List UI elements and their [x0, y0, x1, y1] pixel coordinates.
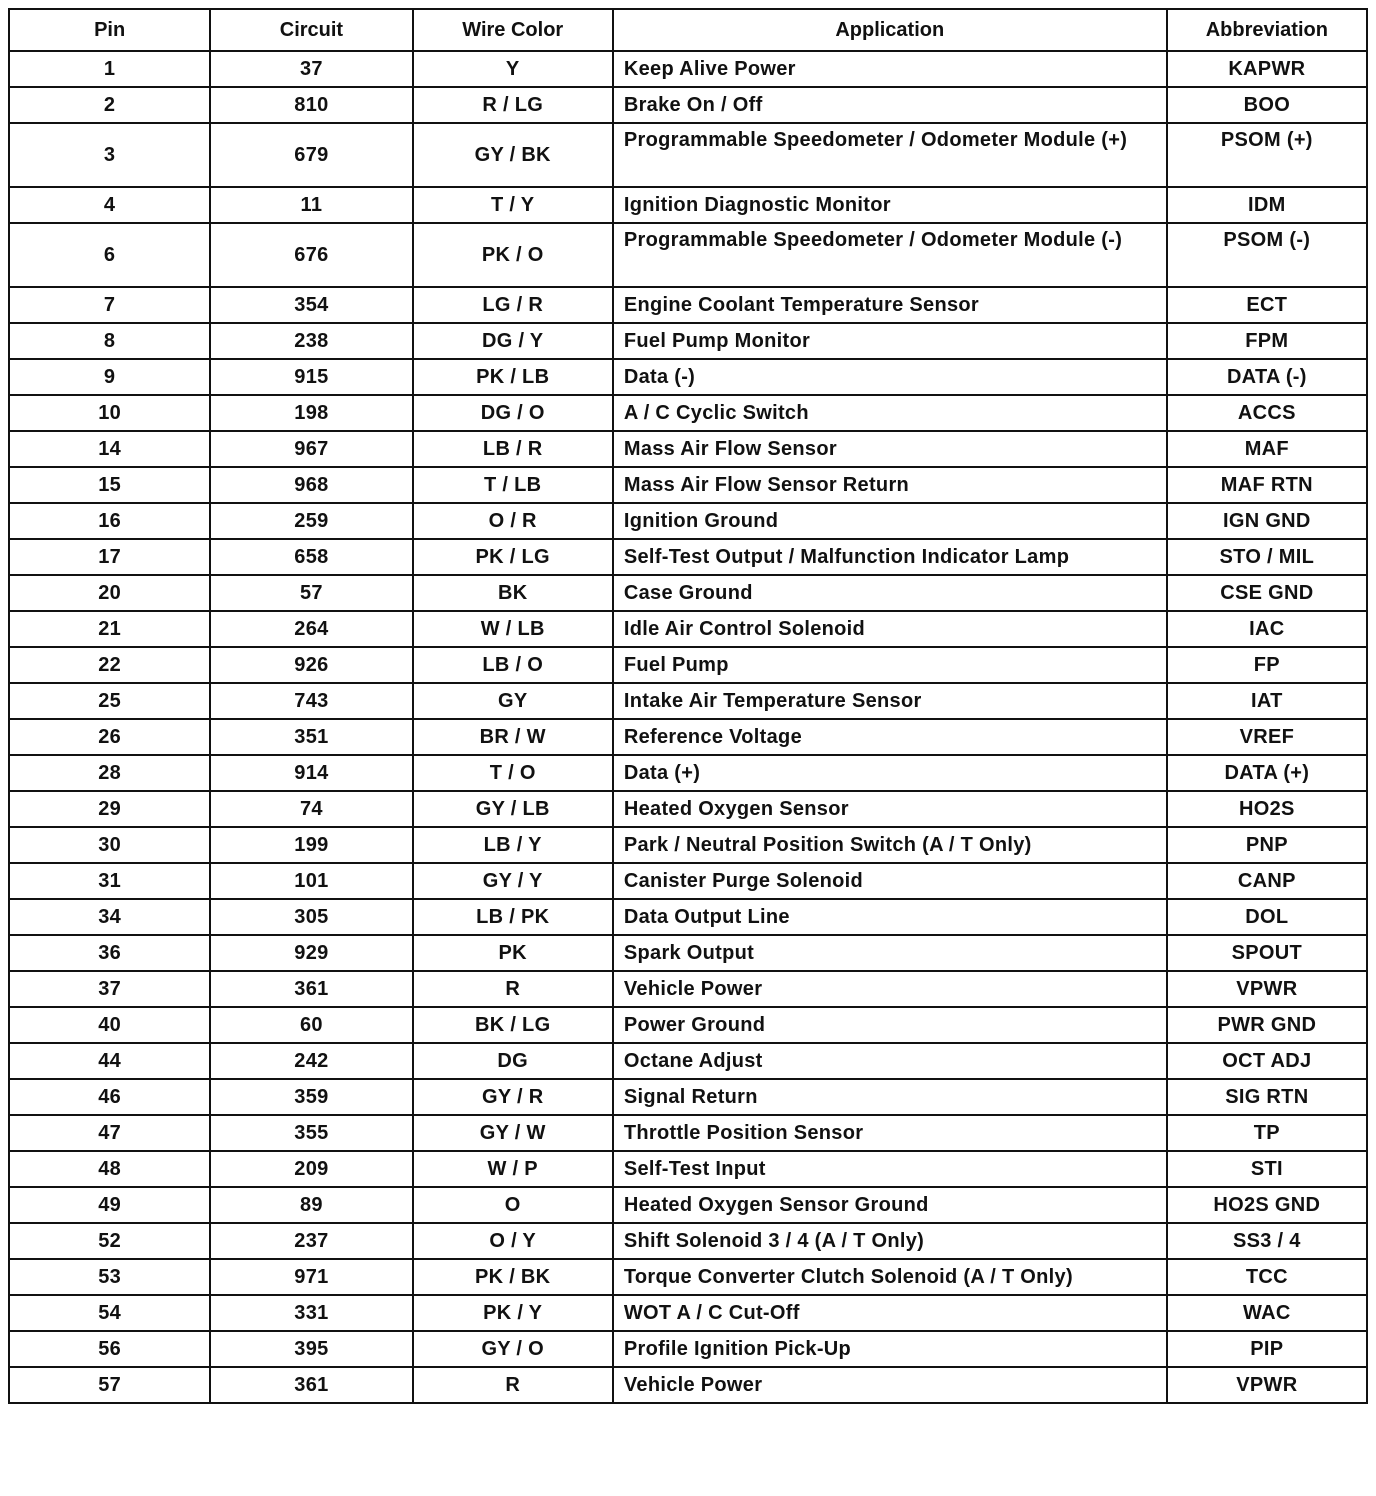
- pin-cell: 31: [9, 863, 210, 899]
- table-header-row: [9, 9, 1367, 51]
- pin-cell: 8: [9, 323, 210, 359]
- wire-color-cell: R: [413, 1367, 613, 1403]
- application-cell: Torque Converter Clutch Solenoid (A / T Only): [613, 1259, 1167, 1295]
- pin-assignment-table: [8, 8, 1368, 1404]
- wire-color-cell: LB / R: [413, 431, 613, 467]
- circuit-cell: 359: [210, 1079, 412, 1115]
- table-row: [9, 51, 1367, 87]
- pin-cell: 9: [9, 359, 210, 395]
- application-cell: Programmable Speedometer / Odometer Module (+): [613, 123, 1167, 187]
- circuit-cell: 198: [210, 395, 412, 431]
- wire-color-cell: BK / LG: [413, 1007, 613, 1043]
- application-cell: Fuel Pump Monitor: [613, 323, 1167, 359]
- table-row: [9, 1043, 1367, 1079]
- application-cell: Self-Test Output / Malfunction Indicator Lamp: [613, 539, 1167, 575]
- circuit-cell: 658: [210, 539, 412, 575]
- circuit-cell: 968: [210, 467, 412, 503]
- circuit-cell: 354: [210, 287, 412, 323]
- pin-cell: 40: [9, 1007, 210, 1043]
- table-row: [9, 359, 1367, 395]
- wire-color-cell: LB / Y: [413, 827, 613, 863]
- circuit-cell: 305: [210, 899, 412, 935]
- wire-color-cell: T / LB: [413, 467, 613, 503]
- pin-cell: 36: [9, 935, 210, 971]
- application-cell: Mass Air Flow Sensor Return: [613, 467, 1167, 503]
- abbreviation-cell: CANP: [1167, 863, 1367, 899]
- wire-color-cell: LB / PK: [413, 899, 613, 935]
- wire-color-cell: PK / LG: [413, 539, 613, 575]
- circuit-cell: 101: [210, 863, 412, 899]
- wire-color-cell: O / R: [413, 503, 613, 539]
- circuit-cell: 11: [210, 187, 412, 223]
- abbreviation-cell: TP: [1167, 1115, 1367, 1151]
- wire-color-cell: R: [413, 971, 613, 1007]
- circuit-cell: 74: [210, 791, 412, 827]
- header-abbreviation: Abbreviation: [1167, 9, 1367, 51]
- wire-color-cell: PK / LB: [413, 359, 613, 395]
- application-cell: Profile Ignition Pick-Up: [613, 1331, 1167, 1367]
- wire-color-cell: R / LG: [413, 87, 613, 123]
- pin-cell: 3: [9, 123, 210, 187]
- pin-cell: 2: [9, 87, 210, 123]
- table-row: [9, 647, 1367, 683]
- abbreviation-cell: DATA (+): [1167, 755, 1367, 791]
- table-row: [9, 935, 1367, 971]
- table-row: [9, 755, 1367, 791]
- abbreviation-cell: MAF: [1167, 431, 1367, 467]
- abbreviation-cell: FP: [1167, 647, 1367, 683]
- circuit-cell: 199: [210, 827, 412, 863]
- abbreviation-cell: IAC: [1167, 611, 1367, 647]
- application-cell: Ignition Ground: [613, 503, 1167, 539]
- pin-cell: 14: [9, 431, 210, 467]
- application-cell: Data (+): [613, 755, 1167, 791]
- circuit-cell: 676: [210, 223, 412, 287]
- circuit-cell: 89: [210, 1187, 412, 1223]
- pin-cell: 56: [9, 1331, 210, 1367]
- abbreviation-cell: VPWR: [1167, 1367, 1367, 1403]
- wire-color-cell: GY / W: [413, 1115, 613, 1151]
- table-row: [9, 1223, 1367, 1259]
- circuit-cell: 242: [210, 1043, 412, 1079]
- circuit-cell: 914: [210, 755, 412, 791]
- wire-color-cell: GY / Y: [413, 863, 613, 899]
- abbreviation-cell: HO2S: [1167, 791, 1367, 827]
- application-cell: Canister Purge Solenoid: [613, 863, 1167, 899]
- pin-cell: 10: [9, 395, 210, 431]
- application-cell: Reference Voltage: [613, 719, 1167, 755]
- abbreviation-cell: KAPWR: [1167, 51, 1367, 87]
- abbreviation-cell: STI: [1167, 1151, 1367, 1187]
- abbreviation-cell: BOO: [1167, 87, 1367, 123]
- abbreviation-cell: PIP: [1167, 1331, 1367, 1367]
- pin-cell: 30: [9, 827, 210, 863]
- wire-color-cell: DG / Y: [413, 323, 613, 359]
- table-row: [9, 899, 1367, 935]
- application-cell: Brake On / Off: [613, 87, 1167, 123]
- wire-color-cell: O: [413, 1187, 613, 1223]
- abbreviation-cell: MAF RTN: [1167, 467, 1367, 503]
- wire-color-cell: LB / O: [413, 647, 613, 683]
- pin-cell: 53: [9, 1259, 210, 1295]
- wire-color-cell: GY / LB: [413, 791, 613, 827]
- application-cell: Case Ground: [613, 575, 1167, 611]
- header-circuit: Circuit: [210, 9, 412, 51]
- pin-cell: 7: [9, 287, 210, 323]
- abbreviation-cell: FPM: [1167, 323, 1367, 359]
- wire-color-cell: W / LB: [413, 611, 613, 647]
- application-cell: Idle Air Control Solenoid: [613, 611, 1167, 647]
- header-wire-color: Wire Color: [413, 9, 613, 51]
- wire-color-cell: T / O: [413, 755, 613, 791]
- table-row: [9, 323, 1367, 359]
- circuit-cell: 264: [210, 611, 412, 647]
- abbreviation-cell: DATA (-): [1167, 359, 1367, 395]
- header-application: Application: [613, 9, 1167, 51]
- pin-cell: 46: [9, 1079, 210, 1115]
- pin-cell: 20: [9, 575, 210, 611]
- table-row: [9, 1331, 1367, 1367]
- circuit-cell: 259: [210, 503, 412, 539]
- circuit-cell: 209: [210, 1151, 412, 1187]
- abbreviation-cell: ACCS: [1167, 395, 1367, 431]
- table-row: [9, 187, 1367, 223]
- pin-cell: 15: [9, 467, 210, 503]
- wire-color-cell: PK: [413, 935, 613, 971]
- table-row: [9, 395, 1367, 431]
- abbreviation-cell: PSOM (+): [1167, 123, 1367, 187]
- table-row: [9, 503, 1367, 539]
- header-pin: Pin: [9, 9, 210, 51]
- table-row: [9, 791, 1367, 827]
- abbreviation-cell: SIG RTN: [1167, 1079, 1367, 1115]
- abbreviation-cell: WAC: [1167, 1295, 1367, 1331]
- application-cell: Engine Coolant Temperature Sensor: [613, 287, 1167, 323]
- application-cell: Data (-): [613, 359, 1167, 395]
- abbreviation-cell: DOL: [1167, 899, 1367, 935]
- table-row: [9, 287, 1367, 323]
- application-cell: Fuel Pump: [613, 647, 1167, 683]
- wire-color-cell: DG / O: [413, 395, 613, 431]
- application-cell: Vehicle Power: [613, 1367, 1167, 1403]
- circuit-cell: 361: [210, 1367, 412, 1403]
- application-cell: Intake Air Temperature Sensor: [613, 683, 1167, 719]
- abbreviation-cell: IGN GND: [1167, 503, 1367, 539]
- circuit-cell: 37: [210, 51, 412, 87]
- circuit-cell: 238: [210, 323, 412, 359]
- application-cell: WOT A / C Cut-Off: [613, 1295, 1167, 1331]
- wire-color-cell: O / Y: [413, 1223, 613, 1259]
- application-cell: Heated Oxygen Sensor: [613, 791, 1167, 827]
- pin-cell: 21: [9, 611, 210, 647]
- application-cell: Mass Air Flow Sensor: [613, 431, 1167, 467]
- wire-color-cell: W / P: [413, 1151, 613, 1187]
- circuit-cell: 743: [210, 683, 412, 719]
- application-cell: A / C Cyclic Switch: [613, 395, 1167, 431]
- table-row: [9, 971, 1367, 1007]
- circuit-cell: 915: [210, 359, 412, 395]
- application-cell: Self-Test Input: [613, 1151, 1167, 1187]
- circuit-cell: 60: [210, 1007, 412, 1043]
- application-cell: Data Output Line: [613, 899, 1167, 935]
- abbreviation-cell: SPOUT: [1167, 935, 1367, 971]
- table-row: [9, 87, 1367, 123]
- circuit-cell: 355: [210, 1115, 412, 1151]
- table-row: [9, 611, 1367, 647]
- table-row: [9, 123, 1367, 187]
- table-row: [9, 1079, 1367, 1115]
- application-cell: Vehicle Power: [613, 971, 1167, 1007]
- circuit-cell: 929: [210, 935, 412, 971]
- table-body: [9, 51, 1367, 1403]
- abbreviation-cell: PWR GND: [1167, 1007, 1367, 1043]
- wire-color-cell: BR / W: [413, 719, 613, 755]
- abbreviation-cell: CSE GND: [1167, 575, 1367, 611]
- table-row: [9, 467, 1367, 503]
- pin-cell: 57: [9, 1367, 210, 1403]
- abbreviation-cell: ECT: [1167, 287, 1367, 323]
- pin-cell: 28: [9, 755, 210, 791]
- pin-cell: 16: [9, 503, 210, 539]
- table-row: [9, 1367, 1367, 1403]
- circuit-cell: 967: [210, 431, 412, 467]
- table-row: [9, 1295, 1367, 1331]
- wire-color-cell: DG: [413, 1043, 613, 1079]
- abbreviation-cell: IDM: [1167, 187, 1367, 223]
- circuit-cell: 971: [210, 1259, 412, 1295]
- pin-cell: 49: [9, 1187, 210, 1223]
- circuit-cell: 810: [210, 87, 412, 123]
- abbreviation-cell: VPWR: [1167, 971, 1367, 1007]
- abbreviation-cell: TCC: [1167, 1259, 1367, 1295]
- wire-color-cell: GY: [413, 683, 613, 719]
- wire-color-cell: GY / BK: [413, 123, 613, 187]
- circuit-cell: 395: [210, 1331, 412, 1367]
- table-row: [9, 1151, 1367, 1187]
- table-row: [9, 1115, 1367, 1151]
- circuit-cell: 237: [210, 1223, 412, 1259]
- pin-cell: 54: [9, 1295, 210, 1331]
- wire-color-cell: PK / Y: [413, 1295, 613, 1331]
- pin-cell: 6: [9, 223, 210, 287]
- application-cell: Throttle Position Sensor: [613, 1115, 1167, 1151]
- circuit-cell: 679: [210, 123, 412, 187]
- application-cell: Keep Alive Power: [613, 51, 1167, 87]
- table-row: [9, 683, 1367, 719]
- wire-color-cell: BK: [413, 575, 613, 611]
- table-row: [9, 827, 1367, 863]
- application-cell: Ignition Diagnostic Monitor: [613, 187, 1167, 223]
- abbreviation-cell: PNP: [1167, 827, 1367, 863]
- pin-cell: 48: [9, 1151, 210, 1187]
- wire-color-cell: T / Y: [413, 187, 613, 223]
- pin-cell: 22: [9, 647, 210, 683]
- table-row: [9, 539, 1367, 575]
- pin-cell: 26: [9, 719, 210, 755]
- abbreviation-cell: IAT: [1167, 683, 1367, 719]
- table-row: [9, 223, 1367, 287]
- wire-color-cell: PK / BK: [413, 1259, 613, 1295]
- table-row: [9, 719, 1367, 755]
- table-row: [9, 1187, 1367, 1223]
- pin-cell: 25: [9, 683, 210, 719]
- abbreviation-cell: SS3 / 4: [1167, 1223, 1367, 1259]
- abbreviation-cell: HO2S GND: [1167, 1187, 1367, 1223]
- circuit-cell: 351: [210, 719, 412, 755]
- pin-cell: 47: [9, 1115, 210, 1151]
- circuit-cell: 331: [210, 1295, 412, 1331]
- table-row: [9, 575, 1367, 611]
- application-cell: Shift Solenoid 3 / 4 (A / T Only): [613, 1223, 1167, 1259]
- table-row: [9, 1259, 1367, 1295]
- wire-color-cell: Y: [413, 51, 613, 87]
- wire-color-cell: GY / O: [413, 1331, 613, 1367]
- table-row: [9, 863, 1367, 899]
- abbreviation-cell: VREF: [1167, 719, 1367, 755]
- pin-cell: 4: [9, 187, 210, 223]
- abbreviation-cell: STO / MIL: [1167, 539, 1367, 575]
- table-row: [9, 431, 1367, 467]
- table-row: [9, 1007, 1367, 1043]
- wire-color-cell: GY / R: [413, 1079, 613, 1115]
- application-cell: Spark Output: [613, 935, 1167, 971]
- circuit-cell: 361: [210, 971, 412, 1007]
- application-cell: Signal Return: [613, 1079, 1167, 1115]
- pin-cell: 1: [9, 51, 210, 87]
- pin-cell: 29: [9, 791, 210, 827]
- abbreviation-cell: OCT ADJ: [1167, 1043, 1367, 1079]
- pin-cell: 17: [9, 539, 210, 575]
- application-cell: Power Ground: [613, 1007, 1167, 1043]
- circuit-cell: 57: [210, 575, 412, 611]
- pin-cell: 37: [9, 971, 210, 1007]
- wire-color-cell: PK / O: [413, 223, 613, 287]
- application-cell: Programmable Speedometer / Odometer Module (-): [613, 223, 1167, 287]
- wire-color-cell: LG / R: [413, 287, 613, 323]
- application-cell: Octane Adjust: [613, 1043, 1167, 1079]
- pin-cell: 44: [9, 1043, 210, 1079]
- application-cell: Park / Neutral Position Switch (A / T Only): [613, 827, 1167, 863]
- application-cell: Heated Oxygen Sensor Ground: [613, 1187, 1167, 1223]
- abbreviation-cell: PSOM (-): [1167, 223, 1367, 287]
- circuit-cell: 926: [210, 647, 412, 683]
- pin-cell: 52: [9, 1223, 210, 1259]
- pin-cell: 34: [9, 899, 210, 935]
